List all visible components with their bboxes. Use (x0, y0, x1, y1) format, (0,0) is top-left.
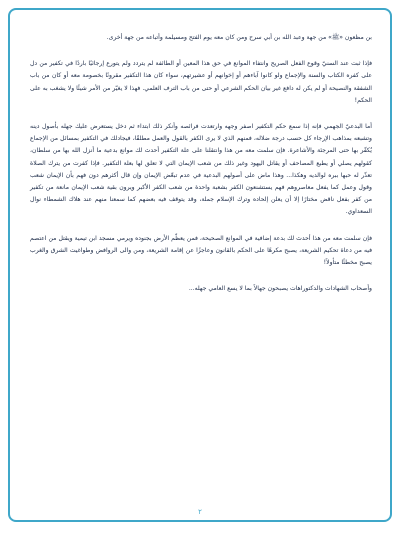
paragraph-5: وأصحاب الشهادات والدكتوراهات يصبحون جهالاً بما لا يسع العامي جهله... (188, 285, 372, 293)
paragraph-2: فإذا ثبت عند السنيّ وقوع الفعل الصريح وانتفاء الموانع في حق هذا المعين أو الطائفة لم يتردد ولم يتورع إرجائيًا باردًا في تكفير من دل على كفره الكتاب والسنة والإجماع ولو كانوا آباءهم أو إخوانهم أو عشيرتهم، سواء كان هذا التكفير مقرونًا بخصومة معه أو كان من باب الشفقة والنصيحة أو لم يكن له دافع غير بيان الحكم الشرعي أو حتى من باب الترف العلمي. فهذا لا يغيّر من الأمر شيئًا ولا يشغب به على الحكم! (30, 60, 372, 104)
paragraph-1: بن مظعون «ﷺ» من جهة وعبد الله بن أبي سرح ومن كان معه يوم الفتح ومسيلمة وأتباعه من جهة أخرى. (106, 34, 372, 41)
paragraph-3: أما البدعيّ الجهمي فإنه إذا سمع حكم التكفير اصفر وجهه وارتعدت فرائصه وأنكر ذلك ابتداء ثم دخل يستعرض عليك جهله بأصول دينه وتشبعه بمذاهب الإرجاء كل حسب درجة ضلاله، فمنهم الذي لا يرى الكفر بالقول والعمل مطلقًا، فيجادلك في التكفير بمسائل من الإجماع يُكفّر بها حتى المرجئة والأشاعرة. فإن سلمت معه من هذا وانتقلنا على علة التكفير أحدث لك موانع بدعية ما أنزل الله بها من سلطان، كقولهم يصلي أو يطيع المصاحف أو يقاتل اليهود وغير ذلك من شعب الإيمان التي لا تعلق لها بعلة التكفير. فإذا كفرت من يترك الصلاة تعذّر له حبها ببره لوالديه وهكذا... وهذا ماض على أصولهم البدعية في عدم تبعّض الإيمان وإن قال أكثرهم دون فهم بأن الإيمان شعب وقول وعمل كما يفعل معاصروهم فهم يستشنعون الكفر بشعبة واحدة من شعب الكفر الأكبر ويرون بقية شعب الإيمان مانعة من تكفير من كفر بفعل ناقض مختارًا إلا أن يعلن إلحاده وترك الإسلام جملة، وقد يتوقف فيه بعضهم كما سمعنا منهم عند هلاك الشمطاء نوال السعداوي. (30, 123, 372, 216)
paragraph-4: فإن سلمت معه من هذا أحدث لك بدعة إضافية في الموانع الصحيحة، فمن يعظّم الأرض بجنوده ويرمي مسجد ابن تيمية ويقتل من اعتصم فيه من دعاة تحكيم الشريعة، يصبح مكرهًا على الحكم بالقانون وعاجزًا عن إقامة الشريعة، ومن والى الروافض وطواغيت الشرق والغرب يصبح مخطئًا متأولاً! (30, 234, 372, 267)
page-content (30, 32, 372, 494)
document-page (8, 8, 392, 522)
page-number: ٢ (198, 508, 202, 516)
